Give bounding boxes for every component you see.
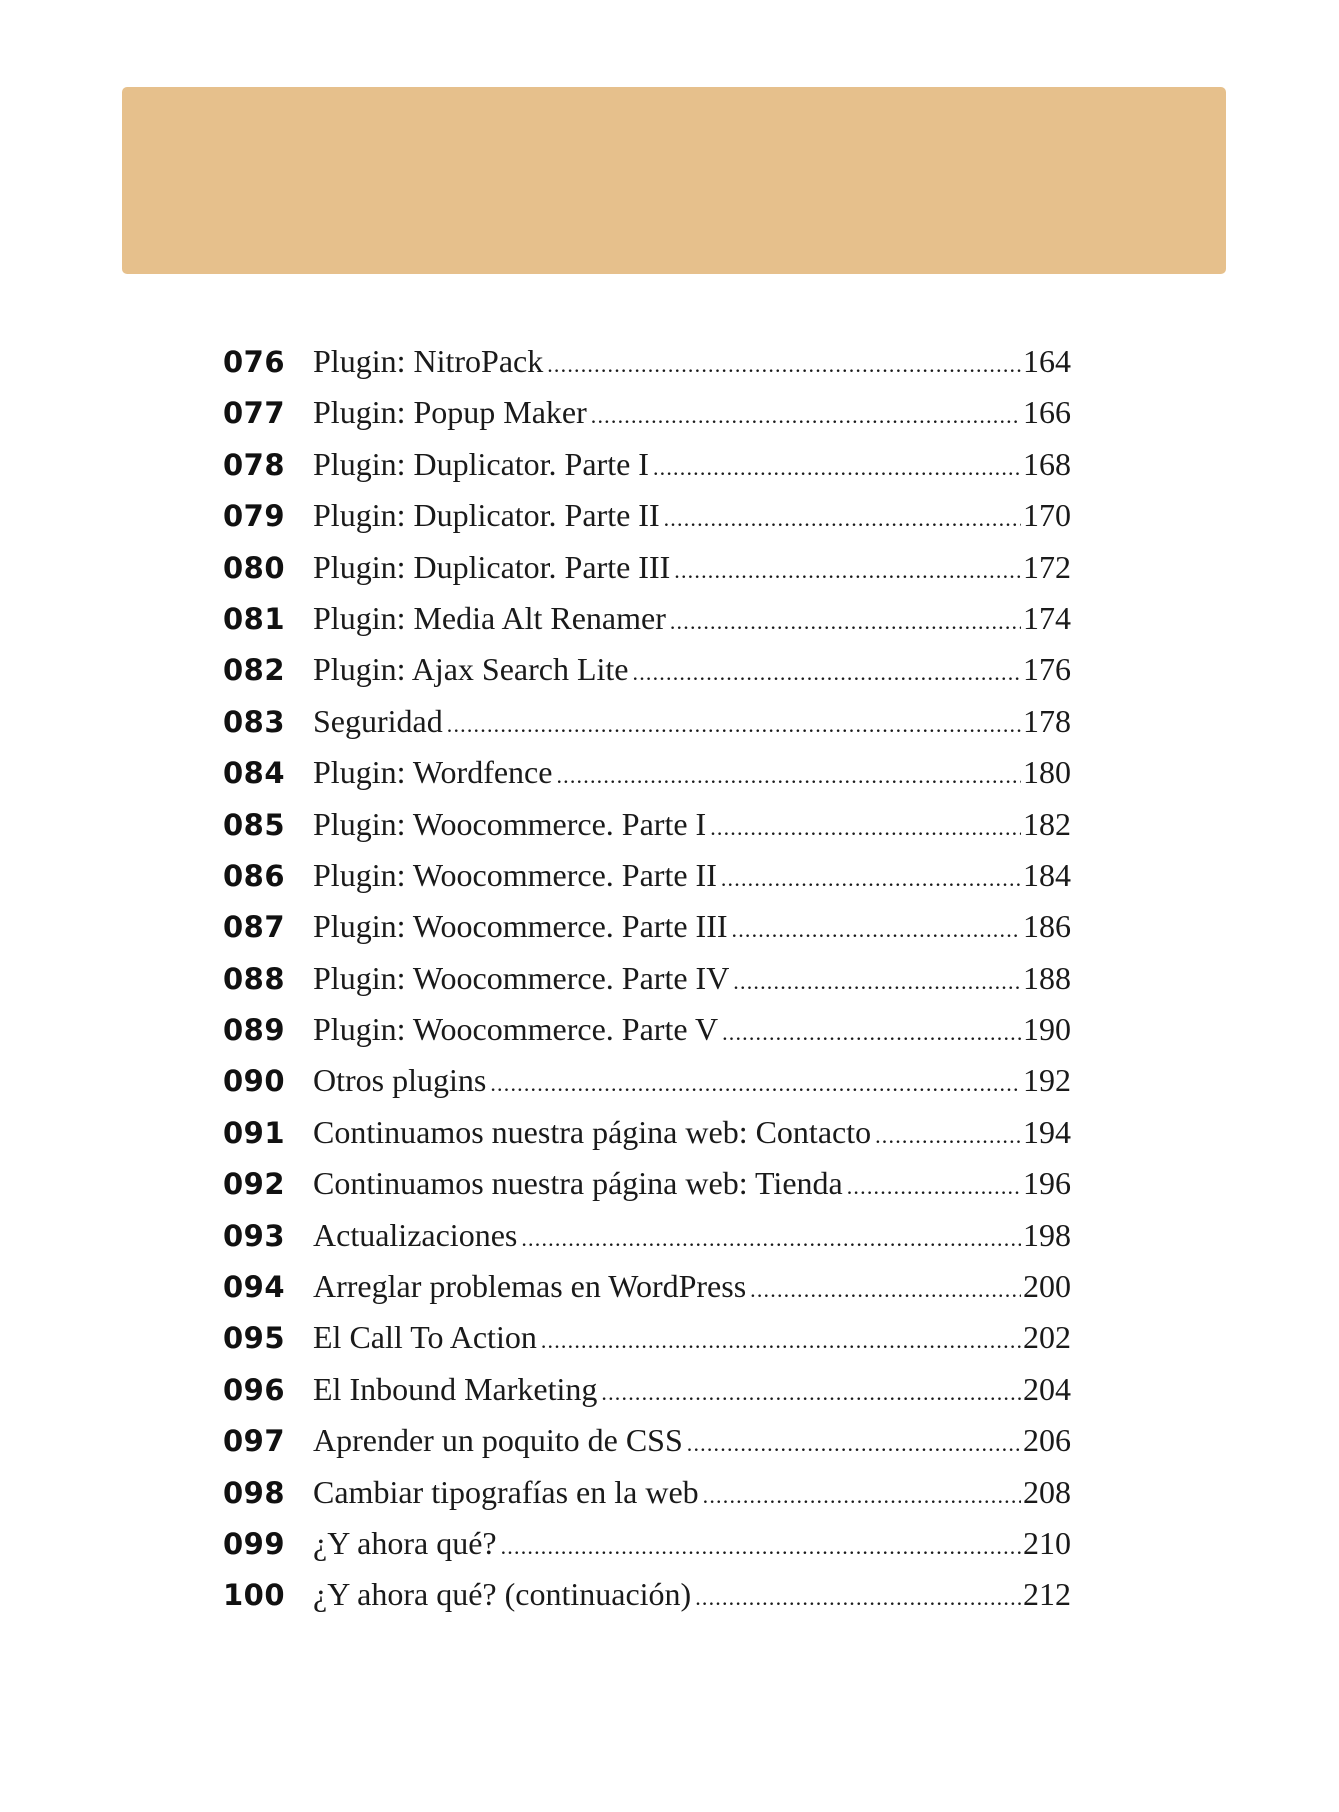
toc-entry-page-number: 170 bbox=[1023, 497, 1071, 534]
toc-dot-leader bbox=[670, 596, 1021, 647]
toc-entry-number: 096 bbox=[223, 1372, 286, 1407]
toc-entry-page-number: 166 bbox=[1023, 394, 1071, 431]
toc-entry-number: 083 bbox=[223, 704, 286, 739]
toc-entry-page-number: 192 bbox=[1023, 1062, 1071, 1099]
toc-dot-leader bbox=[847, 1161, 1021, 1212]
toc-entry-number: 090 bbox=[223, 1064, 286, 1099]
toc-entry-title: Plugin: Woocommerce. Parte V bbox=[313, 1011, 719, 1048]
toc-entry-page-number: 200 bbox=[1023, 1268, 1071, 1305]
toc-entry-page-number: 210 bbox=[1023, 1524, 1071, 1561]
toc-dot-leader bbox=[687, 1418, 1021, 1469]
toc-entry-page-number: 202 bbox=[1023, 1319, 1071, 1356]
toc-entry-title: El Inbound Marketing bbox=[313, 1370, 598, 1407]
toc-entry[interactable] bbox=[223, 1415, 1071, 1466]
toc-entry-number: 086 bbox=[223, 858, 286, 893]
toc-entry-page-number: 180 bbox=[1023, 754, 1071, 791]
toc-entry[interactable] bbox=[223, 1364, 1071, 1415]
toc-dot-leader bbox=[721, 853, 1021, 904]
toc-entry[interactable] bbox=[223, 336, 1071, 387]
toc-entry[interactable] bbox=[223, 1158, 1071, 1209]
toc-dot-leader bbox=[703, 1470, 1021, 1521]
toc-entry-number: 094 bbox=[223, 1270, 286, 1305]
toc-entry[interactable] bbox=[223, 439, 1071, 490]
toc-entry[interactable] bbox=[223, 799, 1071, 850]
toc-entry[interactable] bbox=[223, 696, 1071, 747]
toc-entry-page-number: 188 bbox=[1023, 959, 1071, 996]
toc-entry[interactable] bbox=[223, 1518, 1071, 1569]
toc-entry-title: Arreglar problemas en WordPress bbox=[313, 1268, 747, 1305]
toc-entry-page-number: 206 bbox=[1023, 1422, 1071, 1459]
toc-entry-title: Plugin: Ajax Search Lite bbox=[313, 651, 629, 688]
toc-dot-leader bbox=[733, 956, 1021, 1007]
toc-entry-number: 088 bbox=[223, 961, 286, 996]
toc-entry[interactable] bbox=[223, 1312, 1071, 1363]
toc-entry[interactable] bbox=[223, 1569, 1071, 1620]
header-band bbox=[122, 87, 1226, 274]
toc-entry-number: 079 bbox=[223, 499, 286, 534]
toc-entry[interactable] bbox=[223, 387, 1071, 438]
toc-entry-title: ¿Y ahora qué? bbox=[313, 1524, 497, 1561]
toc-dot-leader bbox=[710, 802, 1021, 853]
toc-entry[interactable] bbox=[223, 747, 1071, 798]
toc-entry-title: Plugin: Popup Maker bbox=[313, 394, 587, 431]
toc-entry-title: Aprender un poquito de CSS bbox=[313, 1422, 683, 1459]
toc-entry-title: Cambiar tipografías en la web bbox=[313, 1473, 699, 1510]
toc-entry-title: Continuamos nuestra página web: Contacto bbox=[313, 1113, 872, 1150]
toc-entry-title: ¿Y ahora qué? (continuación) bbox=[313, 1576, 692, 1613]
toc-entry-title: Plugin: Wordfence bbox=[313, 754, 553, 791]
toc-entry-number: 093 bbox=[223, 1218, 286, 1253]
toc-dot-leader bbox=[556, 750, 1021, 801]
toc-entry-number: 099 bbox=[223, 1526, 286, 1561]
toc-entry-page-number: 174 bbox=[1023, 599, 1071, 636]
toc-entry-page-number: 184 bbox=[1023, 856, 1071, 893]
toc-dot-leader bbox=[447, 699, 1021, 750]
toc-entry[interactable] bbox=[223, 644, 1071, 695]
toc-entry-title: Continuamos nuestra página web: Tienda bbox=[313, 1165, 843, 1202]
toc-entry-number: 092 bbox=[223, 1167, 286, 1202]
toc-dot-leader bbox=[722, 1007, 1021, 1058]
toc-entry-title: Plugin: Woocommerce. Parte III bbox=[313, 908, 728, 945]
toc-entry-page-number: 164 bbox=[1023, 343, 1071, 379]
toc-entry-page-number: 198 bbox=[1023, 1216, 1071, 1253]
toc-entry[interactable] bbox=[223, 593, 1071, 644]
toc-dot-leader bbox=[490, 1058, 1021, 1109]
toc-entry-number: 089 bbox=[223, 1013, 286, 1048]
toc-entry-page-number: 194 bbox=[1023, 1113, 1071, 1150]
toc-entry-title: Seguridad bbox=[313, 702, 443, 739]
toc-entry-title: Plugin: Woocommerce. Parte IV bbox=[313, 959, 730, 996]
toc-dot-leader bbox=[547, 339, 1021, 390]
toc-dot-leader bbox=[501, 1521, 1021, 1572]
toc-dot-leader bbox=[653, 442, 1021, 493]
toc-entry-title: Plugin: Duplicator. Parte II bbox=[313, 497, 660, 534]
toc-entry[interactable] bbox=[223, 850, 1071, 901]
toc-entry-page-number: 212 bbox=[1023, 1576, 1071, 1613]
toc-dot-leader bbox=[875, 1110, 1021, 1161]
toc-entry-page-number: 204 bbox=[1023, 1370, 1071, 1407]
toc-entry-number: 100 bbox=[223, 1578, 286, 1613]
toc-entry[interactable] bbox=[223, 490, 1071, 541]
toc-entry-number: 076 bbox=[223, 345, 286, 379]
toc-dot-leader bbox=[601, 1367, 1021, 1418]
toc-entry-page-number: 182 bbox=[1023, 805, 1071, 842]
toc-entry-page-number: 190 bbox=[1023, 1011, 1071, 1048]
toc-dot-leader bbox=[750, 1264, 1021, 1315]
toc-entry-number: 091 bbox=[223, 1115, 286, 1150]
toc-entry-page-number: 208 bbox=[1023, 1473, 1071, 1510]
toc-dot-leader bbox=[541, 1315, 1021, 1366]
toc-entry-number: 087 bbox=[223, 910, 286, 945]
toc-entry-number: 078 bbox=[223, 447, 286, 482]
toc-entry-number: 082 bbox=[223, 653, 286, 688]
toc-entry-page-number: 172 bbox=[1023, 548, 1071, 585]
toc-dot-leader bbox=[633, 647, 1022, 698]
toc-entry[interactable] bbox=[223, 901, 1071, 952]
toc-entry[interactable] bbox=[223, 1107, 1071, 1158]
toc-entry-number: 098 bbox=[223, 1475, 286, 1510]
toc-entry-number: 095 bbox=[223, 1321, 286, 1356]
toc-entry-number: 085 bbox=[223, 807, 286, 842]
toc-dot-leader bbox=[664, 493, 1021, 544]
toc-entry-number: 097 bbox=[223, 1424, 286, 1459]
toc-dot-leader bbox=[521, 1213, 1021, 1264]
toc-entry-title: Plugin: Duplicator. Parte III bbox=[313, 548, 671, 585]
toc-entry-page-number: 176 bbox=[1023, 651, 1071, 688]
toc-dot-leader bbox=[732, 904, 1022, 955]
toc-entry[interactable] bbox=[223, 1261, 1071, 1312]
toc-entry-title: Plugin: Woocommerce. Parte II bbox=[313, 856, 717, 893]
toc-dot-leader bbox=[695, 1572, 1021, 1623]
toc-entry-number: 084 bbox=[223, 756, 286, 791]
toc-entry-page-number: 178 bbox=[1023, 702, 1071, 739]
toc-entry-page-number: 196 bbox=[1023, 1165, 1071, 1202]
toc-entry-page-number: 168 bbox=[1023, 445, 1071, 482]
toc-dot-leader bbox=[591, 390, 1021, 441]
toc-entry[interactable] bbox=[223, 1210, 1071, 1261]
toc-entry-title: Plugin: Duplicator. Parte I bbox=[313, 445, 649, 482]
toc-entry-number: 081 bbox=[223, 601, 286, 636]
toc-entry-title: Plugin: Woocommerce. Parte I bbox=[313, 805, 707, 842]
toc-entry[interactable] bbox=[223, 542, 1071, 593]
toc-entry-number: 077 bbox=[223, 396, 286, 431]
table-of-contents bbox=[223, 336, 1071, 1621]
toc-entry[interactable] bbox=[223, 953, 1071, 1004]
toc-dot-leader bbox=[674, 545, 1021, 596]
toc-entry[interactable] bbox=[223, 1055, 1071, 1106]
toc-entry-title: Otros plugins bbox=[313, 1062, 487, 1099]
toc-entry-title: Plugin: Media Alt Renamer bbox=[313, 599, 666, 636]
toc-entry[interactable] bbox=[223, 1004, 1071, 1055]
toc-entry-page-number: 186 bbox=[1023, 908, 1071, 945]
toc-entry[interactable] bbox=[223, 1467, 1071, 1518]
toc-entry-title: Actualizaciones bbox=[313, 1216, 518, 1253]
toc-entry-title: Plugin: NitroPack bbox=[313, 343, 544, 379]
toc-entry-title: El Call To Action bbox=[313, 1319, 537, 1356]
toc-entry-number: 080 bbox=[223, 550, 286, 585]
